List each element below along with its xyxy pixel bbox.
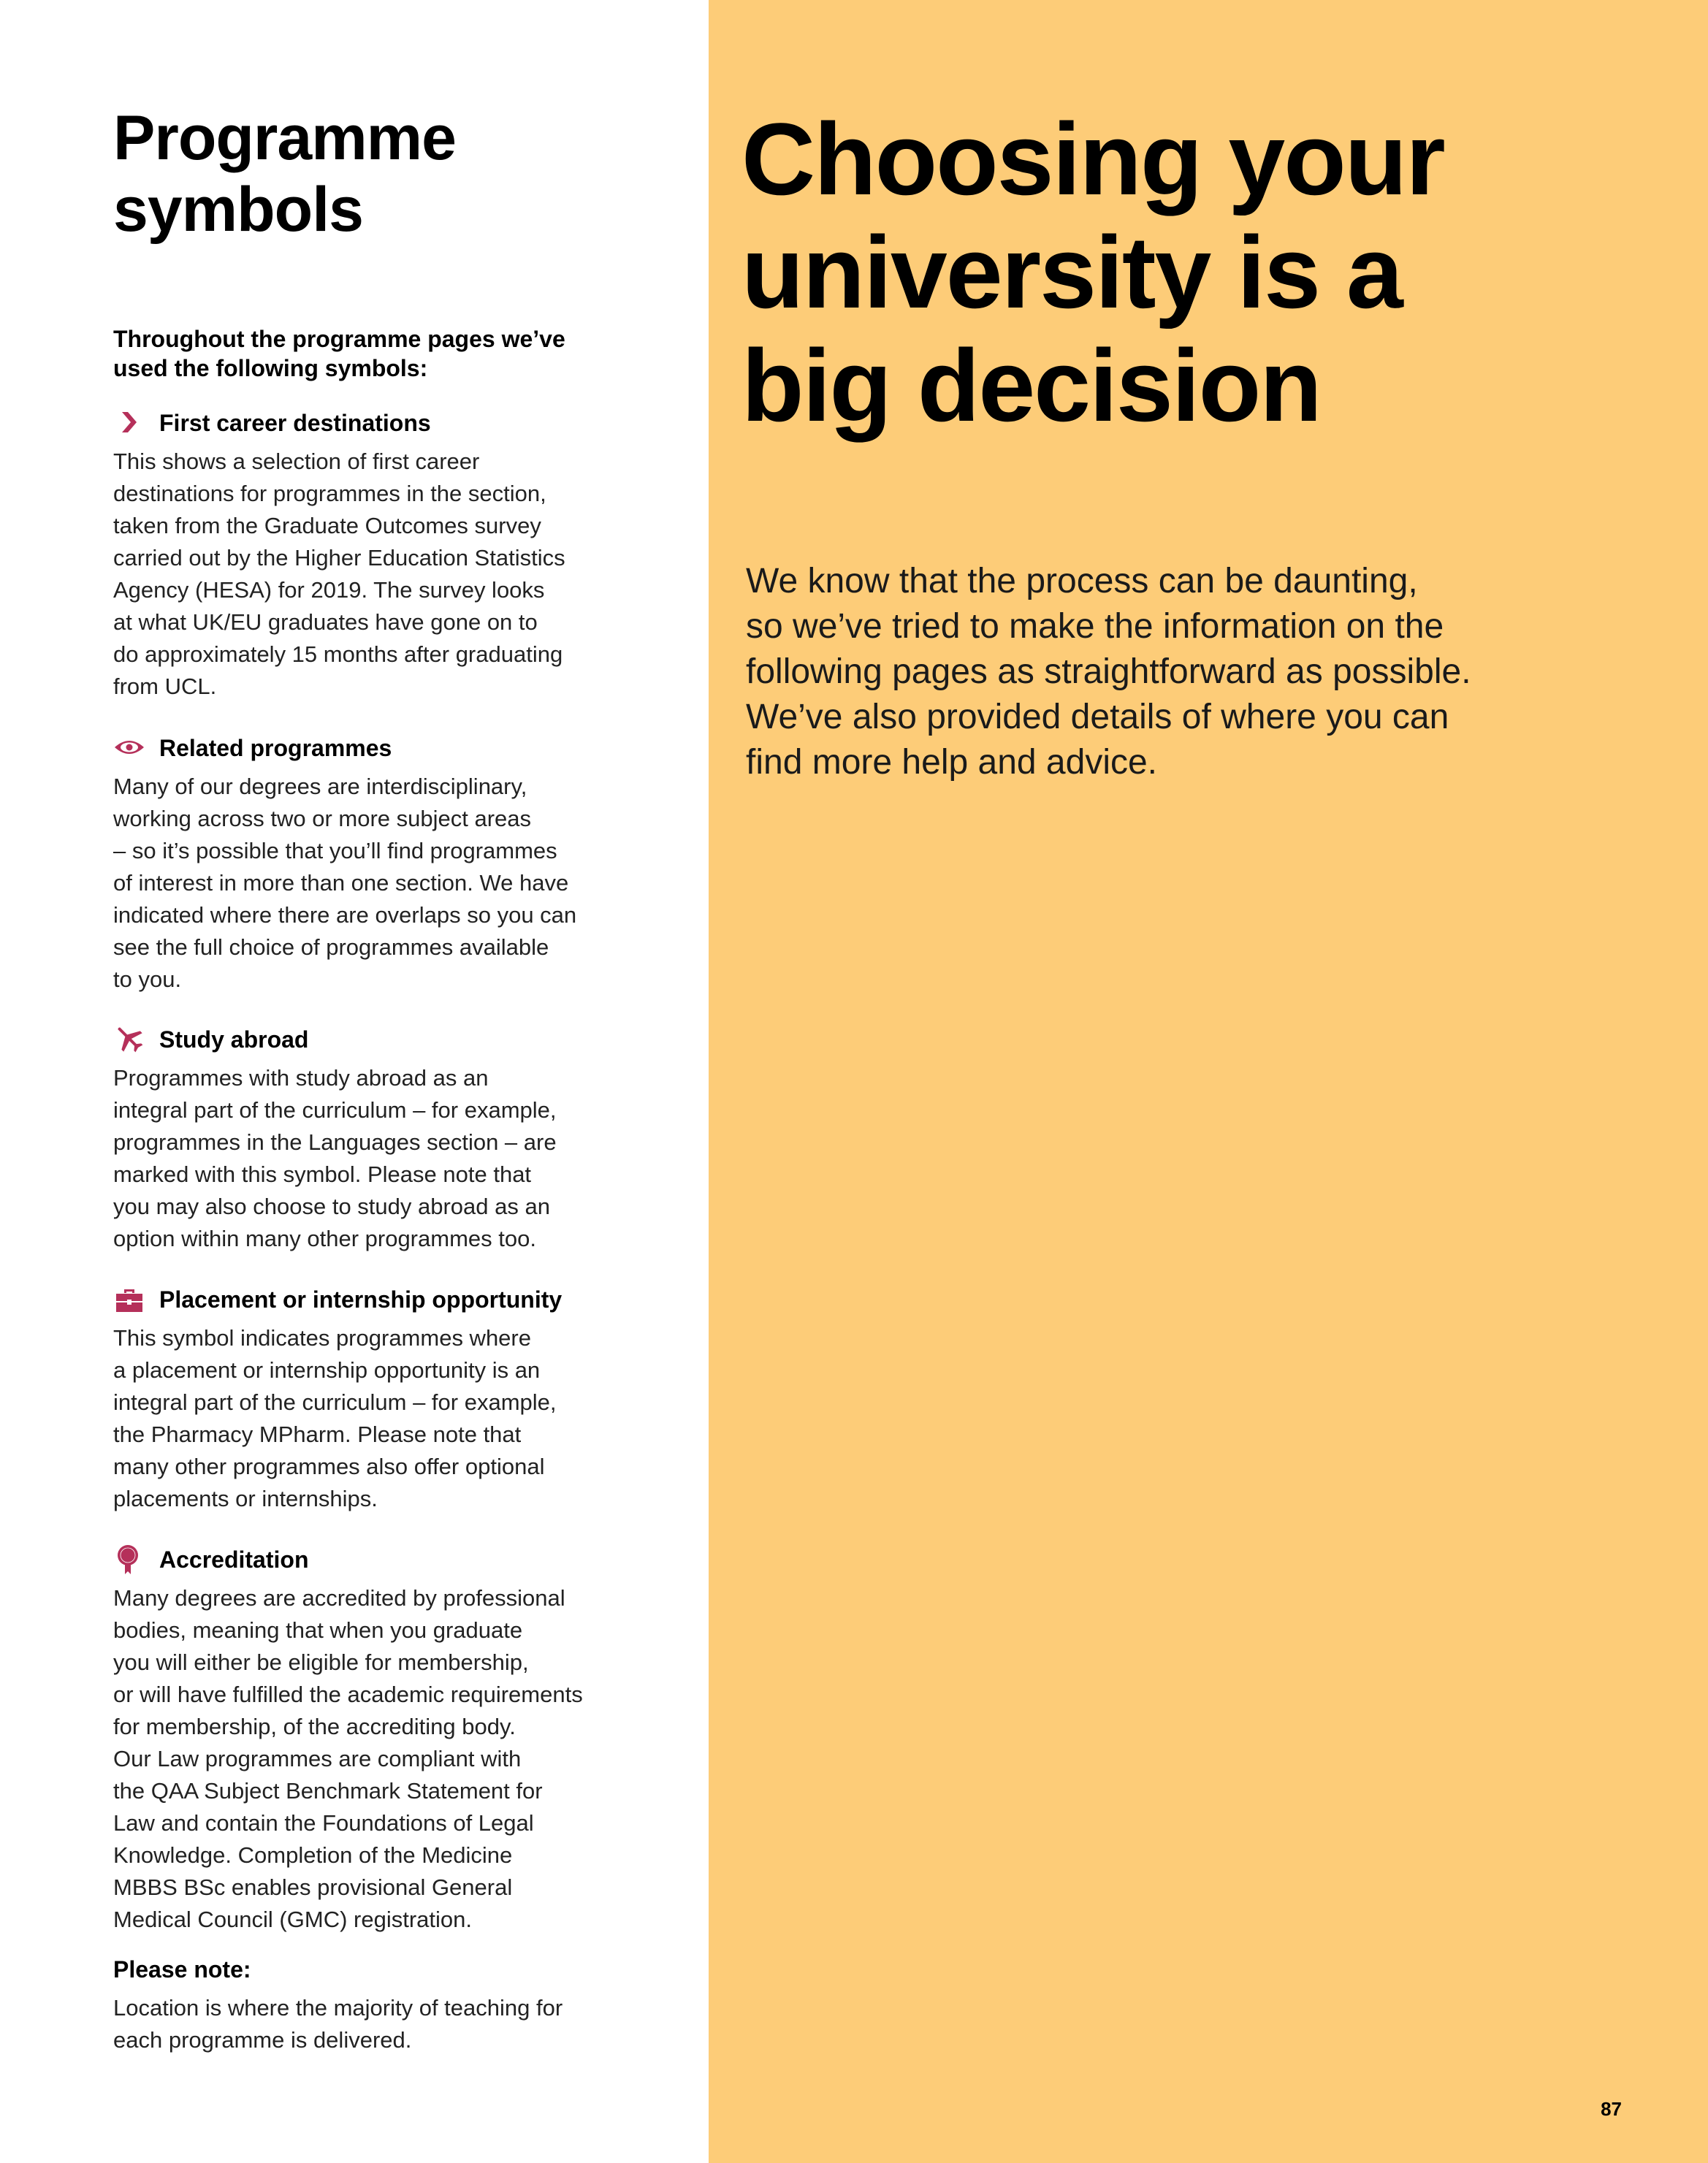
symbol-description: Programmes with study abroad as an integral part of the curriculum – for example, programmes in the Languages section – are marked with this symbol. Please note that you may also choose to study abroad as an option within many other programmes too. [113, 1065, 557, 1251]
symbol-heading [113, 1283, 625, 1315]
symbol-heading [113, 406, 625, 438]
symbol-heading [113, 1023, 625, 1055]
symbol-description: Many of our degrees are interdisciplinary, working across two or more subject areas – so it’s possible that you’ll find programmes of interest in more than one section. We have indicated where there are overlaps so you can see the full choice of programmes available to you. [113, 774, 577, 992]
left-column [0, 0, 709, 2163]
symbol-title: Related programmes [159, 735, 392, 761]
symbols-intro: Throughout the programme pages we’ve used the following symbols: [113, 326, 565, 381]
page-number: 87 [1601, 2098, 1622, 2120]
symbol-title: First career destinations [159, 410, 431, 436]
symbol-description: This symbol indicates programmes where a placement or internship opportunity is an integral part of the curriculum – for example, the Pharmacy MPharm. Please note that many other programmes also offer optional placements or internships. [113, 1325, 557, 1511]
symbol-title: Placement or internship opportunity [159, 1286, 563, 1313]
symbol-description: Many degrees are accredited by professional bodies, meaning that when you graduate you will either be eligible for membership, or will have fulfilled the academic requirements for membership, of the accrediting body. Our Law programmes are compliant with the QAA Subject Benchmark Statement for Law and contain the Foundations of Legal Knowledge. Completion of the Medicine MBBS BSc enables provisional General Medical Council (GMC) registration. [113, 1585, 583, 1932]
chevron-right-icon [113, 406, 145, 438]
note-body: Location is where the majority of teaching for each programme is delivered. [113, 1995, 563, 2053]
briefcase-icon [113, 1283, 145, 1315]
symbol-title: Accreditation [159, 1546, 309, 1573]
symbol-heading [113, 731, 625, 763]
symbol-section-accreditation [113, 1543, 625, 1936]
symbol-heading [113, 1543, 625, 1575]
airplane-icon [113, 1023, 145, 1055]
left-page-title: Programme symbols [113, 103, 456, 245]
symbol-section-study-abroad [113, 1023, 625, 1255]
symbol-title: Study abroad [159, 1026, 309, 1053]
symbol-section-placement [113, 1283, 625, 1515]
right-page-title: Choosing your university is a big decision [741, 102, 1444, 443]
symbol-section-first-career [113, 406, 625, 703]
symbol-section-related-programmes [113, 731, 625, 996]
right-intro-text: We know that the process can be daunting, so we’ve tried to make the information on the following pages as straightforward as possible. We’ve also provided details of where you can find more help and advice. [746, 562, 1471, 782]
symbol-description: This shows a selection of first career destinations for programmes in the section, taken from the Graduate Outcomes survey carried out by the Higher Education Statistics Agency (HESA) for 2019. The survey looks at what UK/EU graduates have gone on to do approximately 15 months after graduating from UCL. [113, 449, 565, 699]
note-title: Please note: [113, 1956, 251, 1983]
award-rosette-icon [113, 1543, 145, 1575]
eye-icon [113, 731, 145, 763]
